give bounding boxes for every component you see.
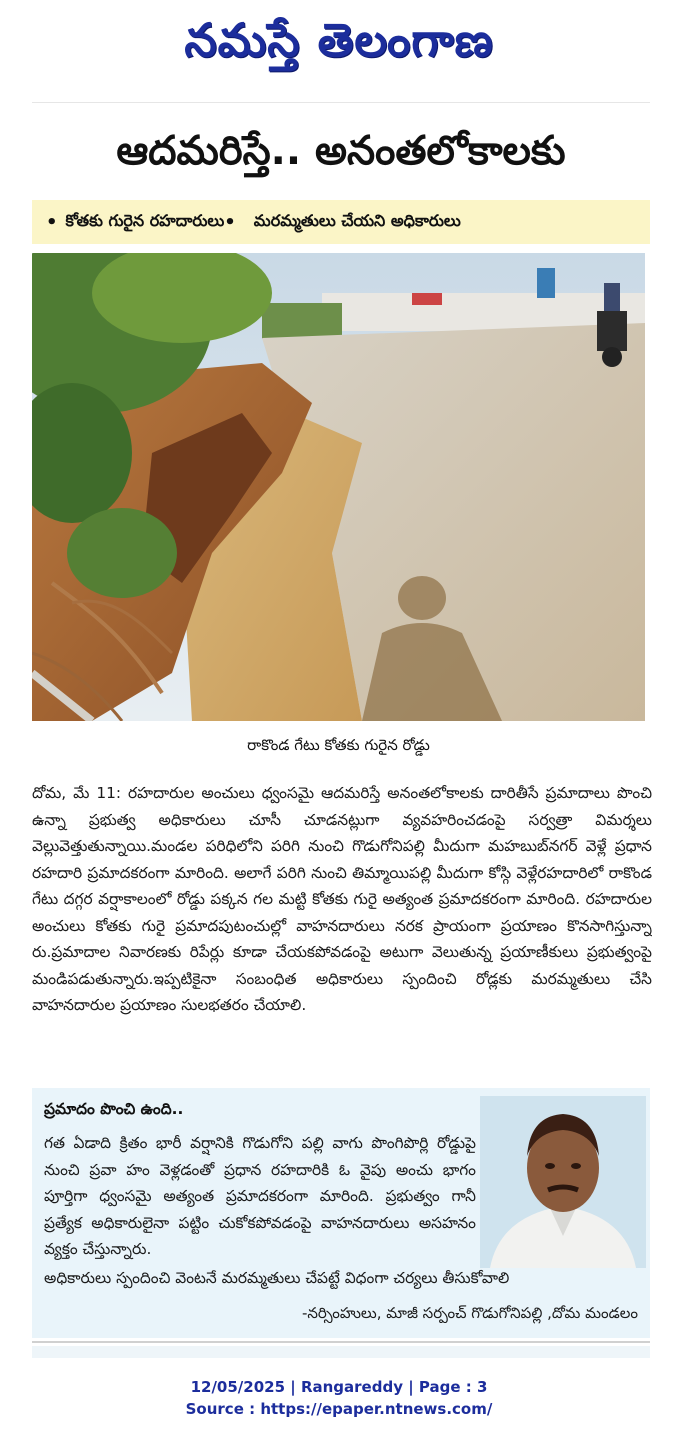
bullet-icon: •: [224, 211, 236, 233]
damaged-road-photo: [32, 253, 645, 721]
article-photo: [32, 253, 645, 721]
page-footer: [0, 1376, 678, 1420]
next-article-strip: [32, 1346, 650, 1358]
quote-box-title: ప్రమాదం పొంచి ఉంది..: [44, 1100, 184, 1118]
quote-box-text-continued: అధికారులు స్పందించి వెంటనే మరమ్మతులు చేపట్టే విధంగా చర్యలు తీసుకోవాలి: [44, 1269, 510, 1287]
person-portrait: [480, 1096, 646, 1268]
quote-box-signature: -నర్సింహులు, మాజీ సర్పంచ్ గొడుగోనిపల్లి ,దోమ మండలం: [301, 1304, 638, 1322]
subhead-2: మరమ్మతులు చేయని అధికారులు: [253, 210, 461, 230]
divider: [32, 102, 650, 103]
footer-source-link[interactable]: Source : https://epaper.ntnews.com/: [185, 1400, 493, 1418]
footer-date-edition: 12/05/2025 | Rangareddy | Page : 3: [190, 1378, 488, 1396]
divider: [32, 1341, 650, 1343]
bullet-icon: •: [46, 211, 58, 233]
portrait-photo: [480, 1096, 646, 1268]
quote-box-text: గత ఏడాది క్రితం భారీ వర్షానికి గొడుగోని పల్లి వాగు పొంగిపొర్లి రోడ్డుపై నుంచి ప్రవా హం వెళ్లడంతో ప్రధాన రహదారికి ఓ వైపు అంచు భాగం పూర్తిగా ధ్వంసమై అత్యంత ప్రమాదకరంగా మారింది. ప్రభుత్వం గానీ ప్రత్యేక అధికారులైనా పట్టిం చుకోకపోవడంపై వాహనదారులు అసహనం వ్యక్తం చేస్తున్నారు.: [44, 1134, 476, 1258]
masthead: [0, 0, 678, 92]
newspaper-logo-title: నమస్తే తెలంగాణ: [184, 13, 494, 67]
subhead-1: కోతకు గురైన రహదారులు: [65, 210, 225, 230]
article-body: దోమ, మే 11: రహదారుల అంచులు ధ్వంసమై ఆదమరిస్తే అనంతలోకాలకు దారితీసే ప్రమాదాలు పొంచి ఉన్నా ప్రభుత్వ అధికారులు చూసీ చూడనట్లుగా వ్యవహరించడంపై సర్వత్రా విమర్శలు వెల్లువెత్తుతున్నాయి.మండల పరిధిలోని పరిగి నుంచి గొడుగోనిపల్లి మీదుగా మహబుబ్‌నగర్ వెళ్లే ప్రధాన రహదారి ప్రమాదకరంగా మారింది. అలాగే పరిగి నుంచి తిమ్మాయిపల్లి మీదుగా కోస్గి వెళ్లేరహదారిలో రాకొండ గేటు దగ్గర వర్షాకాలంలో రోడ్డు పక్కన గల మట్టి కోతకు గురై అత్యంత ప్రమాదకరంగా మారింది. రహదారుల అంచులు కోతకు గురై ప్రమాదపుటంచుల్లో వాహనదారులు నరక ప్రాయంగా ప్రయాణం కొనసాగిస్తున్నా రు.ప్రమాదాల నివారణకు రిపేర్లు కూడా చేయకపోవడంపై అటుగా వెలుతున్న ప్రయాణీకులు ప్రభుత్వంపై మండిపడుతున్నారు.ఇప్పటికైనా సంబంధిత అధికారులు స్పందించి రోడ్లకు మరమ్మతులు చేసి వాహనదారుల ప్రయాణం సులభతరం చేయాలి.: [32, 784, 652, 1014]
subhead-bar: [32, 200, 650, 244]
photo-caption: రాకొండ గేటు కోతకు గురైన రోడ్డు: [247, 736, 430, 754]
article-headline: ఆదమరిస్తే.. అనంతలోకాలకు: [116, 128, 566, 174]
